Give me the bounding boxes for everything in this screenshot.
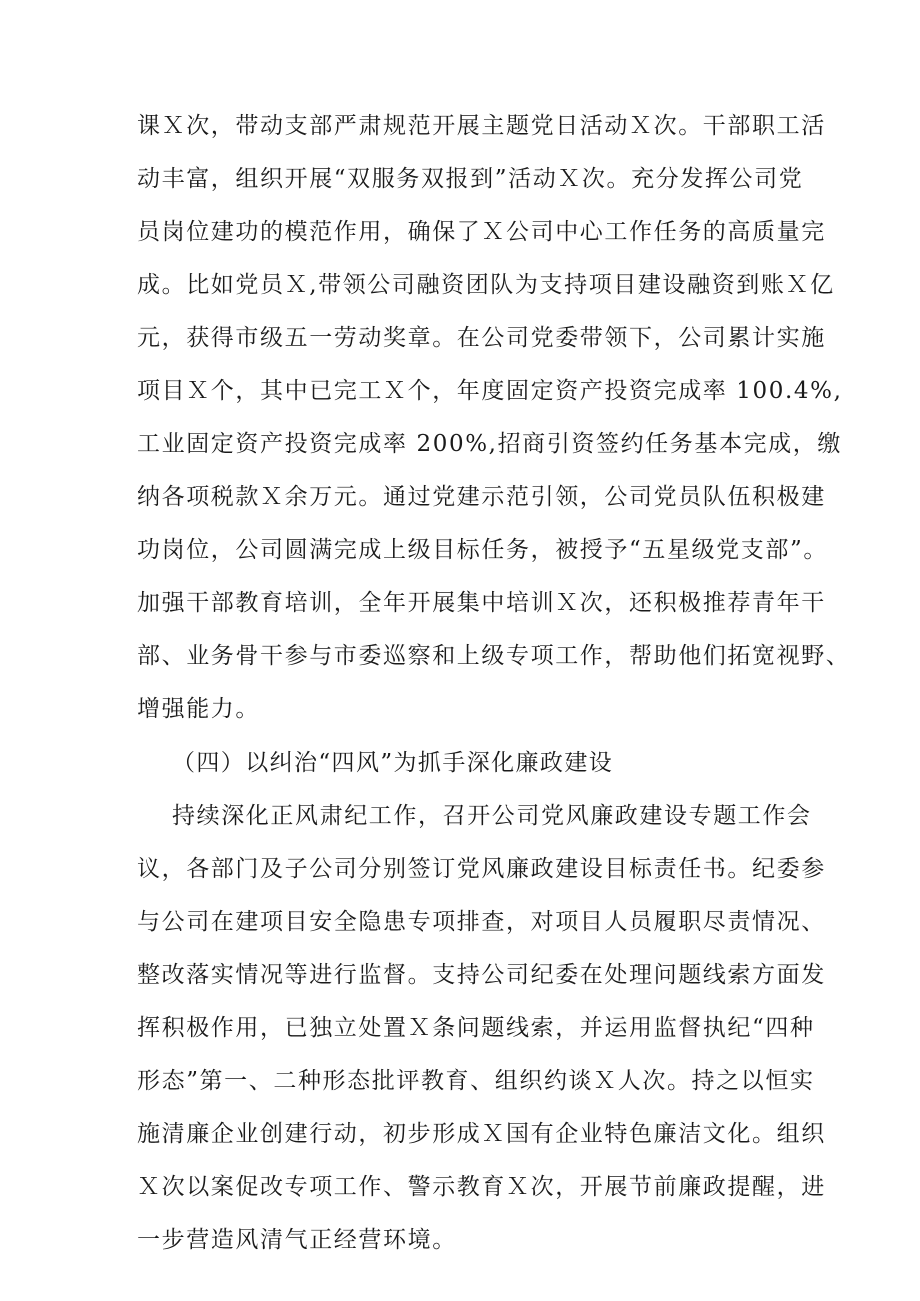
text-line: 施清廉企业创建行动，初步形成Ｘ国有企业特色廉洁文化。组织 [137,1121,826,1147]
text-line: 增强能力。 [137,696,260,722]
text-line: 议，各部门及子公司分别签订党风廉政建设目标责任书。纪委参 [137,856,826,882]
text-line: Ｘ次以案促改专项工作、警示教育Ｘ次，开展节前廉政提醒，进 [137,1174,826,1200]
text-line: 员岗位建功的模范作用，确保了Ｘ公司中心工作任务的高质量完 [137,219,826,245]
text-line: 元，获得市级五一劳动奖章。在公司党委带领下，公司累计实施 [137,325,826,351]
text-line: 一步营造风清气正经营环境。 [137,1227,457,1253]
text-line: 成。比如党员Ｘ,带领公司融资团队为支持项目建设融资到账Ｘ亿 [137,272,835,298]
text-line: 形态”第一、二种形态批评教育、组织约谈Ｘ人次。持之以恒实 [137,1068,815,1094]
text-line: 部、业务骨干参与市委巡察和上级专项工作，帮助他们拓宽视野、 [137,643,851,669]
text-line: 整改落实情况等进行监督。支持公司纪委在处理问题线索方面发 [137,962,826,988]
text-line: 挥积极作用，已独立处置Ｘ条问题线索，并运用监督执纪“四种 [137,1015,815,1041]
text-line: 项目Ｘ个，其中已完工Ｘ个，年度固定资产投资完成率 100.4%, [137,378,843,404]
text-line: 纳各项税款Ｘ余万元。通过党建示范引领，公司党员队伍积极建 [137,484,826,510]
text-line: 加强干部教育培训，全年开展集中培训Ｘ次，还积极推荐青年干 [137,590,826,616]
text-line: 与公司在建项目安全隐患专项排查，对项目人员履职尽责情况、 [137,909,826,935]
text-line: 课Ｘ次，带动支部严肃规范开展主题党日活动Ｘ次。干部职工活 [137,113,826,139]
section-heading: （四）以纠治“四风”为抓手深化廉政建设 [172,750,614,776]
text-line: 持续深化正风肃纪工作，召开公司党风廉政建设专题工作会 [172,803,812,829]
text-line: 功岗位，公司圆满完成上级目标任务，被授予“五星级党支部”。 [137,537,828,563]
text-line: 工业固定资产投资完成率 200%,招商引资签约任务基本完成，缴 [137,431,842,457]
text-line: 动丰富，组织开展“双服务双报到”活动Ｘ次。充分发挥公司党 [137,166,804,192]
